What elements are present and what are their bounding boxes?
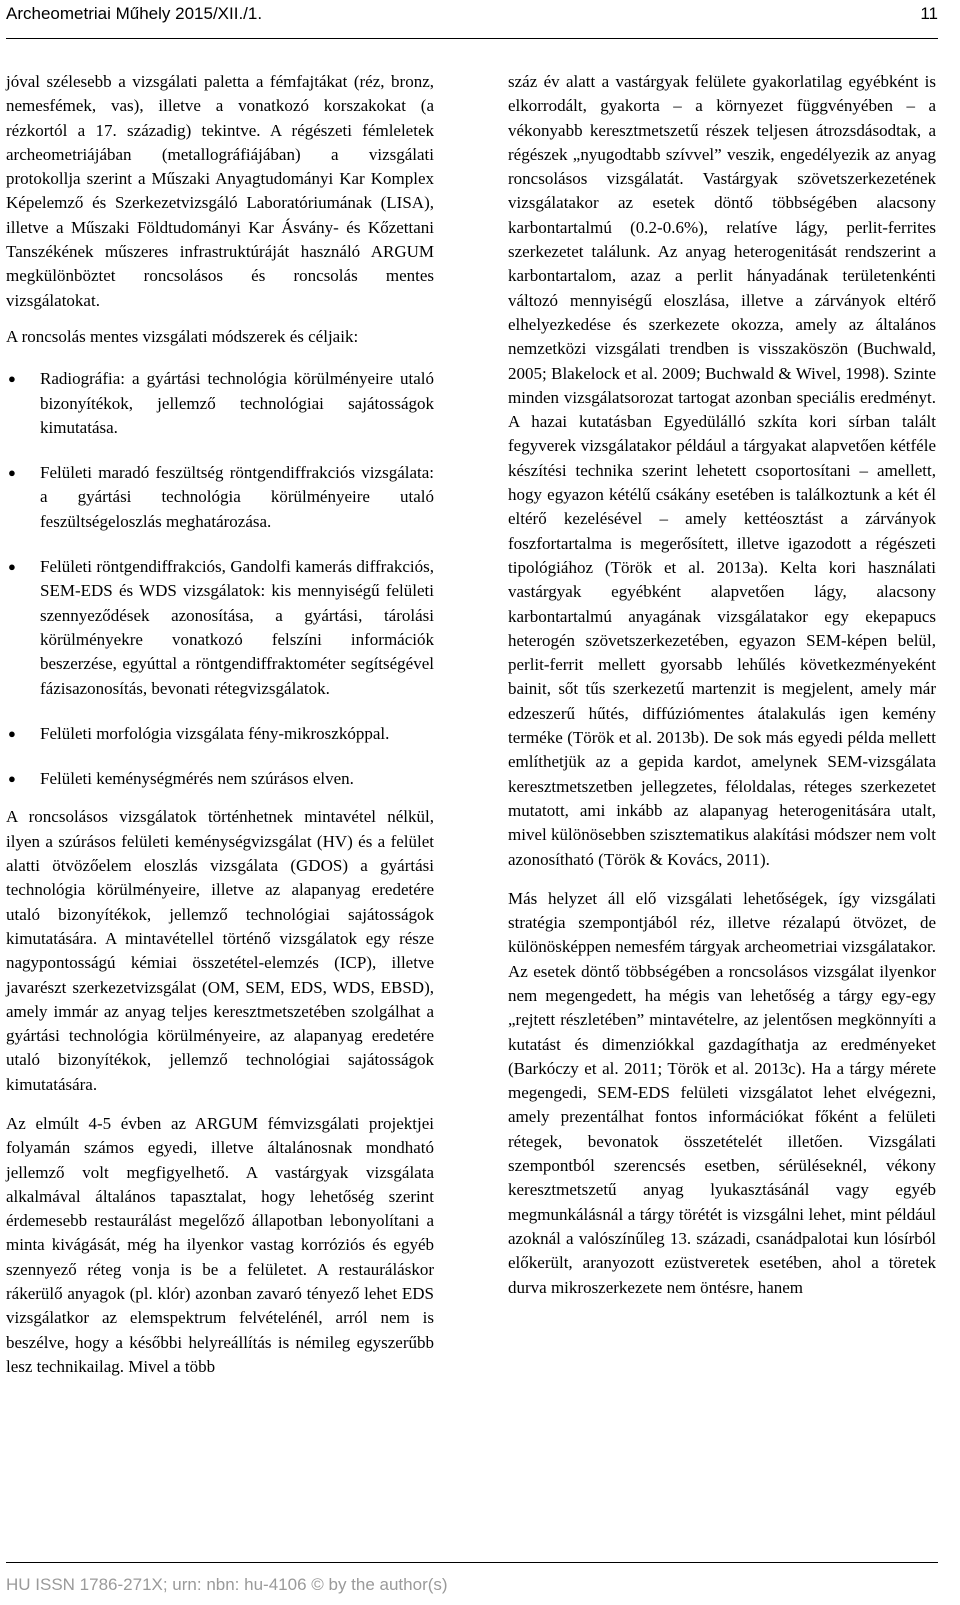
bullet-icon: ● xyxy=(8,371,16,387)
paragraph-argum: Az elmúlt 4-5 évben az ARGUM fémvizsgálati projektjei folyamán számos egyedi, illetve általánosnak mondható jellemző volt megfigyelhető. A vastárgyak vizsgálata alkalmával általános tapasztalat, hogy lehetőség szerint érdemesebb restaurálást megelőző állapotban lebonyolítani a minta kivágását, még ha ilyenkor vastag korróziós és egyéb szennyező réteg vonja is be a felületet. A restauráláskor rákerülő anyagok (pl. klór) azonban zavaró tényező lehet EDS vizsgálatkor az elemspektrum felvételénél, arról nem is beszélve, hogy a későbbi helyreállítás is némileg egyszerűbb lesz technikailag. Mivel a több xyxy=(6,1113,434,1376)
page-header xyxy=(6,0,938,39)
bullet-icon: ● xyxy=(8,559,16,575)
page-number: 11 xyxy=(920,4,938,23)
list-item xyxy=(6,767,434,791)
page-footer xyxy=(6,1562,938,1595)
list-item xyxy=(6,367,434,440)
paragraph-precious-metals: Más helyzet áll elő vizsgálati lehetőségek, így vizsgálati stratégia szempontjából réz, illetve rézalapú ötvözet, de különösképpen nemesfém tárgyak archeometriai vizsgálatakor. Az esetek döntő többségében a roncsolásos vizsgálat ilyenkor nem megengedett, ha mégis van lehetőség a tárgy egy-egy „rejtett részletében” mintavételre, az jelentősen megkönnyíti a kutatást és dimenziókkal gazdagíthatja az eredményeket (Barkóczy et al. 2011; Török et al. 2013c). Ha a tárgy mérete megengedi, SEM-EDS felületi vizsgálatot lehet elvégezni, amely prezentálhat fontos információkat főként a felületi rétegek, bevonatok összetételét illetően. Vizsgálati szempontból szerencsés esetben, sérüléseknél, vékony keresztmetszetű anyag lyukasztásánál vagy egyéb megmunkálásnál a tárgy törétét is vizsgálni lehet, mint például azoknál a valószínűleg 13. századi, csanádpalotai kun lósírból előkerült, aranyozott ezüstveretek esetében, ahol a töretek durva mikroszerkezete nem öntésre, hanem xyxy=(508,888,936,1297)
list-item-text: Felületi maradó feszültség röntgendiffrakciós vizsgálata: a gyártási technológia körülményeire utaló feszültségeloszlás meghatározása. xyxy=(40,463,434,531)
list-item-text: Felületi morfológia vizsgálata fény-mikroszkóppal. xyxy=(40,723,390,743)
paragraph-iron-objects: száz év alatt a vastárgyak felülete gyakorlatilag egyébként is elkorrodált, gyakorta – a környezet függvényében – a vékonyabb keresztmetszetű részek teljesen átrozsdásodtak, a régészek „nyugodtabb szívvel” veszik, engedélyezik az anyag roncsolásos vizsgálatát. Vastárgyak szövetszerkezetének vizsgálatakor az esetek döntő többségében alacsony karbontartalmú (0.2-0.6%), relatíve lágy, perlit-ferrites szerkezetet találunk. Az anyag heterogenitását rendszerint a karbontartalom, azaz a perlit hányadának területenkénti változó mennyiségű eloszlása, illetve a zárványok eltérő elhelyezkedése és szerkezete okozza, amely az általános nemzetközi vizsgálati trendben is visszaköszön (Buchwald, 2005; Blakelock et al. 2009; Buchwald & Wivel, 1998). Szinte minden vizsgálatsorozat tartogat azonban speciális eredményt. A hazai kutatásban Egyedülálló szkíta kori sírban talált fegyverek vizsgálatakor például a tárgyakat alapvetően kétféle készítési technika szerint lehetett csoportosítani – amellett, hogy egyazon kétélű csákány esetében is találkoztunk a két él eltérő kezelésével – amely kettéosztást a zárványok foszfortartalma is megerősített, illetve igazodott a régészeti tipológiához (Török et al. 2013a). Kelta kori használati vastárgyak egyébként alapvetően lágy, alacsony karbontartalmú anyagának vizsgálatakor egy ekepapucs heterogén szövetszerkezetében, egyazon SEM-képen belül, perlit-ferrit mellett gyorsabb lehűlés következményeként bainit, sőt tűs szerkezetű martenzit is megjelent, amely már edzeszerű hűtés, diffúziómentes átalakulás igen kemény terméke (Török et al. 2013b). De sok más egyedi példa mellett említhetjük az a gepida kardot, amelynek SEM-vizsgálata keresztmetszetben jellegzetes, féloldalas, réteges szerkezetet mutatott, ami inkább az alapanyag heterogenitására utalt, mivel különösebben szisztematikus alakítási módszer nem volt azonosítható (Török & Kovács, 2011). xyxy=(508,72,936,869)
list-item xyxy=(6,555,434,701)
paragraph-lead: A roncsolás mentes vizsgálati módszerek és céljaik: xyxy=(6,326,359,346)
method-list xyxy=(6,367,434,791)
bullet-icon: ● xyxy=(8,465,16,481)
left-column xyxy=(6,70,434,1394)
bullet-icon: ● xyxy=(8,725,16,741)
list-item-text: Felületi keménységmérés nem szúrásos elven. xyxy=(40,769,354,789)
paragraph-destructive: A roncsolásos vizsgálatok történhetnek mintavétel nélkül, ilyen a szúrásos felületi keménységvizsgálat (HV) és a felület alatti ötvözőelem eloszlás vizsgálata (GDOS) a gyártási technológia körülményeire, illetve az alapanyag eredetére utaló bizonyítékok, jellemző technológiai sajátosságok kimutatására. A mintavétellel történő vizsgálatok egy része nagypontosságú kémiai összetétel-elemzés (ICP), illetve javarészt szerkezetvizsgálat (OM, SEM, EDS, WDS, EBSD), amely immár az anyag teljes keresztmetszetében szolgálhat a gyártási technológia körülményeire, az alapanyag eredetére utaló bizonyítékok, jellemző technológiai sajátosságok kimutatására. xyxy=(6,807,434,1094)
paragraph-intro: jóval szélesebb a vizsgálati paletta a fémfajtákat (réz, bronz, nemesfémek, vas), illetve a vonatkozó korszakokat (a rézkortól a 17. századig) tekintve. A régészeti fémleletek archeometriájában (metallográfiájában) a vizsgálati protokollja szerint a Műszaki Anyagtudományi Kar Komplex Képelemző és Szerkezetvizsgáló Laboratóriumának (LISA), illetve a Műszaki Földtudományi Kar Ásvány- és Kőzettani Tanszékének műszeres infrastruktúráját használó ARGUM megkülönböztet roncsolásos és roncsolás mentes vizsgálatokat. xyxy=(6,72,434,310)
right-column xyxy=(508,70,936,1315)
list-item xyxy=(6,722,434,746)
journal-title: Archeometriai Műhely 2015/XII./1. xyxy=(6,4,263,23)
list-item xyxy=(6,461,434,534)
list-item-text: Radiográfia: a gyártási technológia körülményeire utaló bizonyítékok, jellemző technológiai sajátosságok kimutatása. xyxy=(40,369,434,437)
footer-issn: HU ISSN 1786-271X; urn: nbn: hu-4106 © by the author(s) xyxy=(6,1575,448,1594)
list-item-text: Felületi röntgendiffrakciós, Gandolfi kamerás diffrakciós, SEM-EDS és WDS vizsgálatok: kis mennyiségű felületi szennyeződések azonosítása, a gyártási, tárolási körülményekre vonatkozó felszíni információk beszerzése, egyúttal a röntgendiffraktométer segítségével fázisazonosítás, bevonati rétegvizsgálatok. xyxy=(40,557,434,698)
bullet-icon: ● xyxy=(8,771,16,787)
